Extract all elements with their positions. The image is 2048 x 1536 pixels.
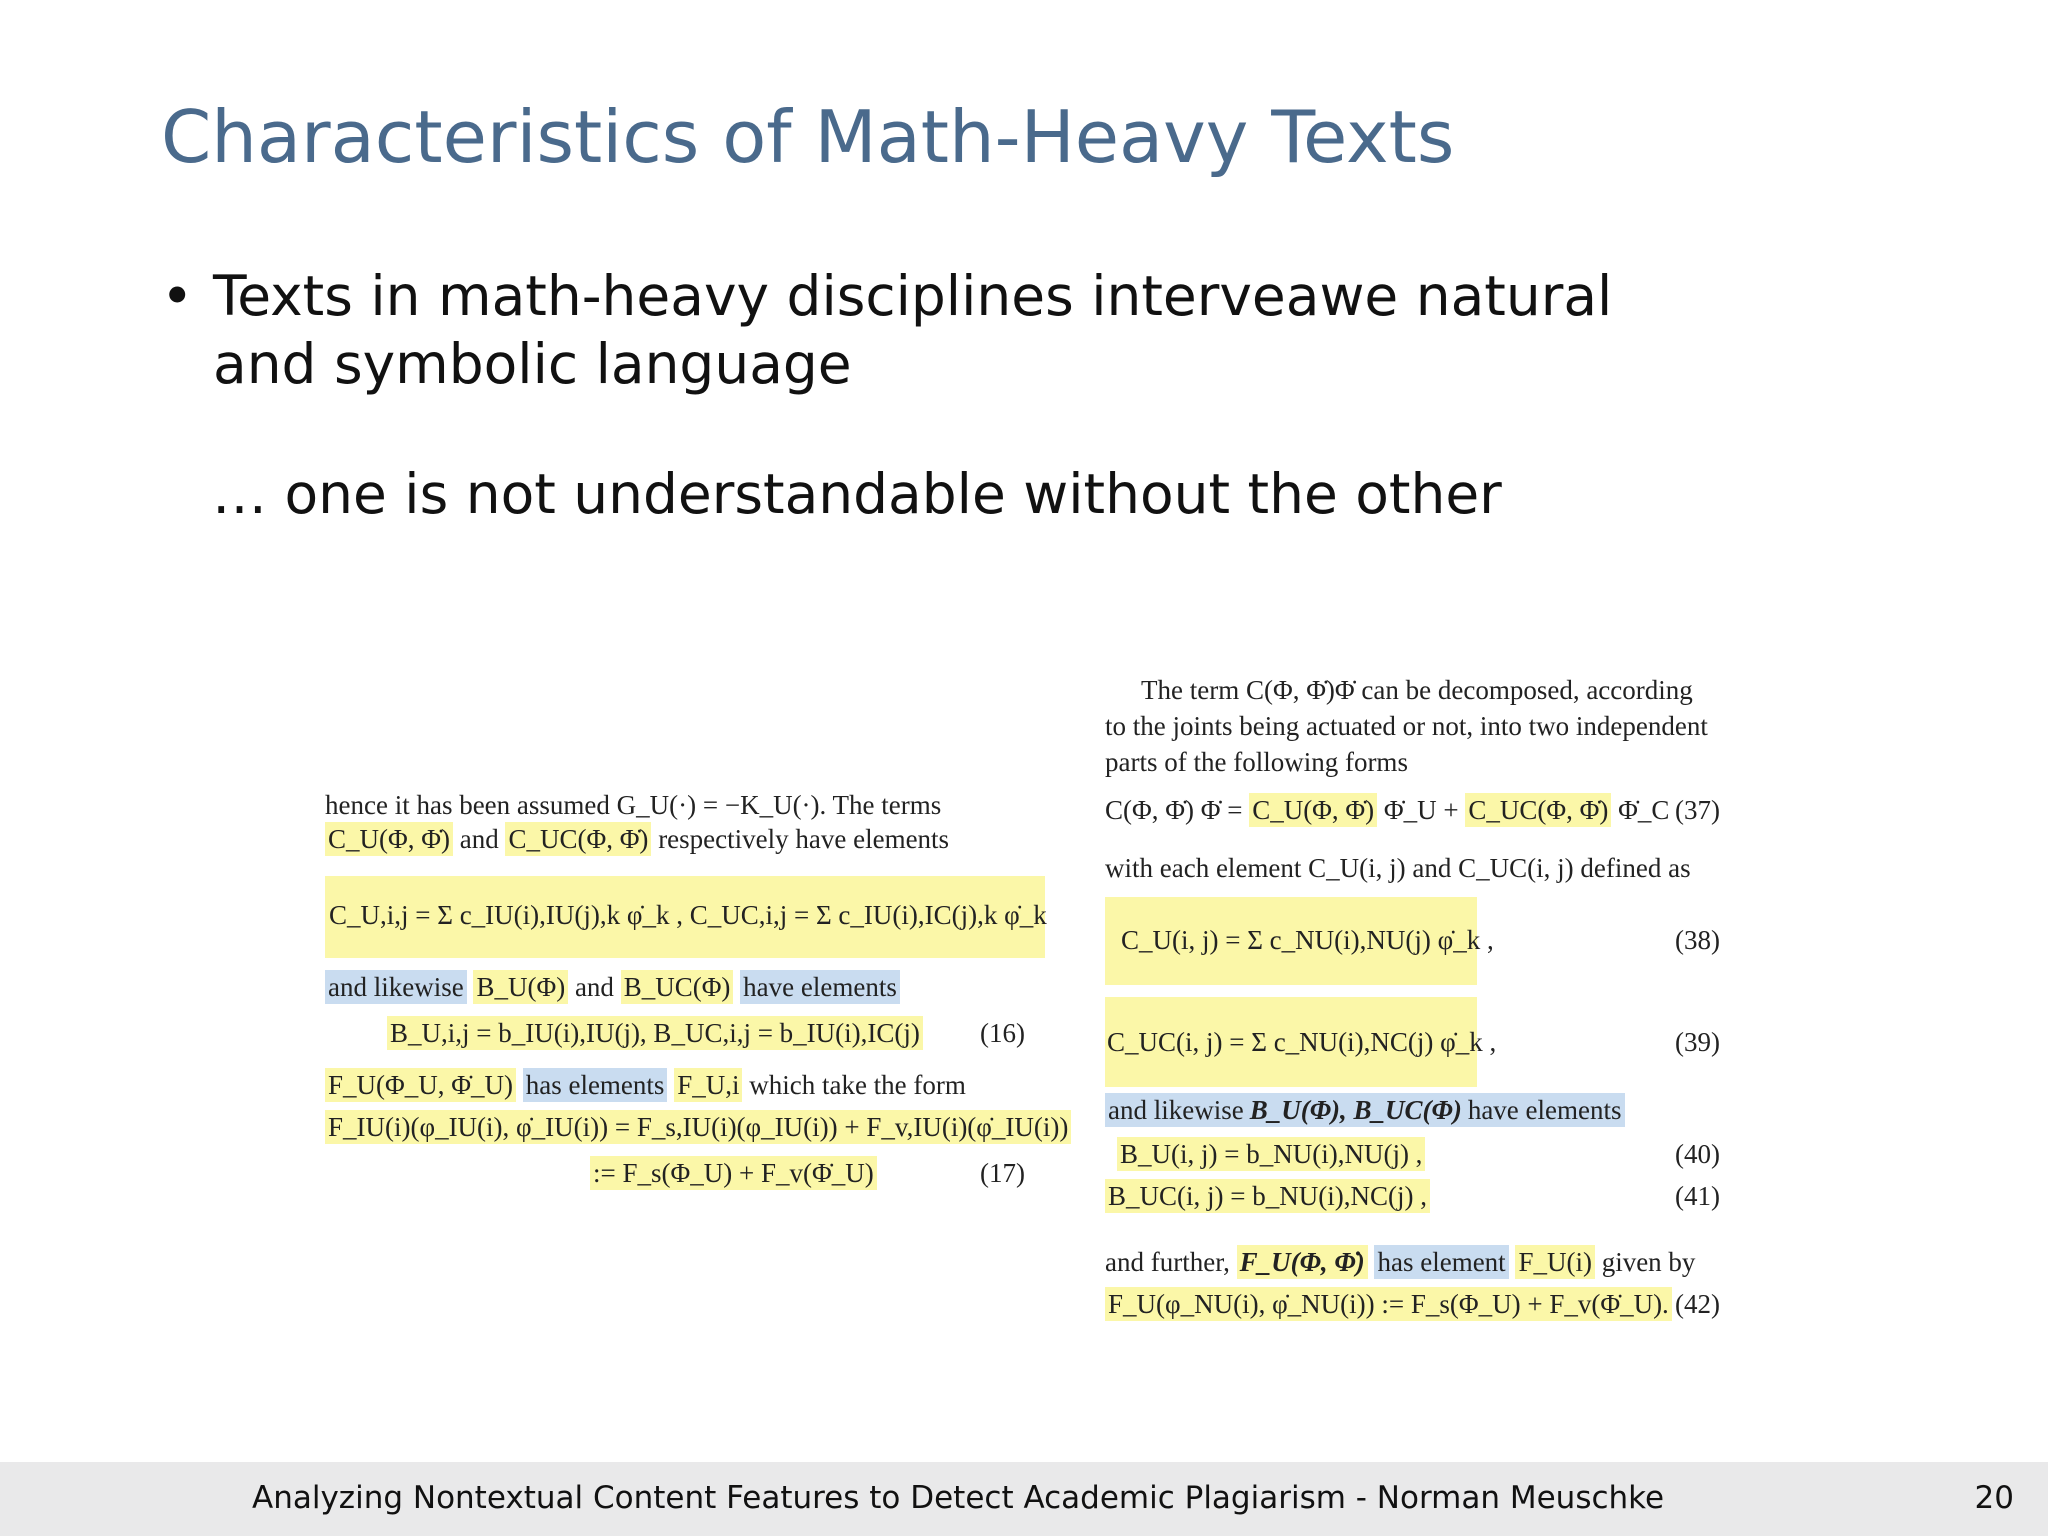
equation-42-text: F_U(φ_NU(i), φ̇_NU(i)) := F_s(Φ_U) + F_v(Φ̇_U).	[1105, 1287, 1672, 1321]
equation-39-number: (39)	[1675, 1027, 1720, 1057]
right-p6	[1105, 1247, 1695, 1278]
highlight-cuc: C_UC(Φ, Φ̇)	[505, 822, 651, 856]
left-line-4	[325, 1070, 966, 1101]
slide-footer	[0, 1462, 2048, 1536]
highlight-has-elements: has elements	[523, 1068, 668, 1102]
highlight-and-likewise-r: and likewise	[1105, 1093, 1247, 1127]
right-p4: with each element C_U(i, j) and C_UC(i, j) defined as	[1105, 853, 1691, 883]
equation-38: C_U(i, j) = Σ c_NU(i),NU(j) φ̇_k ,	[1121, 925, 1494, 955]
equation-40-text: B_U(i, j) = b_NU(i),NU(j) ,	[1117, 1137, 1425, 1171]
equation-37-mid: Φ̇_U +	[1383, 795, 1459, 825]
equation-40-number: (40)	[1675, 1139, 1720, 1169]
equation-39: C_UC(i, j) = Σ c_NU(i),NC(j) φ̇_k ,	[1107, 1027, 1497, 1057]
equation-16	[387, 1018, 923, 1049]
equation-16-number: (16)	[980, 1018, 1025, 1048]
right-p1: The term C(Φ, Φ̇)Φ̇ can be decomposed, according	[1141, 675, 1693, 705]
bullet-item	[161, 262, 1612, 398]
highlight-has-element: has element	[1374, 1245, 1508, 1279]
highlight-have-elements-r: have elements	[1465, 1093, 1625, 1127]
highlight-buc: B_UC(Φ)	[621, 970, 734, 1004]
equation-37-number: (37)	[1675, 795, 1720, 825]
page-number: 20	[1974, 1480, 2014, 1516]
highlight-fui: F_U,i	[674, 1068, 742, 1102]
equation-16-text: B_U,i,j = b_IU(i),IU(j), B_UC,i,j = b_IU(i),IC(j)	[387, 1016, 923, 1050]
left-line-2	[325, 824, 949, 855]
right-p6-start: and further,	[1105, 1247, 1230, 1277]
left-line-2-rest: respectively have elements	[658, 824, 950, 854]
equation-sum	[329, 900, 1047, 931]
right-p3: parts of the following forms	[1105, 747, 1408, 777]
equation-41-text: B_UC(i, j) = b_NU(i),NC(j) ,	[1105, 1179, 1430, 1213]
right-p2: to the joints being actuated or not, into two independent	[1105, 711, 1708, 741]
highlight-bu: B_U(Φ)	[473, 970, 568, 1004]
equation-42	[1105, 1289, 1672, 1320]
equation-17b-text: := F_s(Φ_U) + F_v(Φ̇_U)	[590, 1156, 877, 1190]
left-line-3-and: and	[574, 972, 614, 1002]
highlight-cuc-37: C_UC(Φ, Φ̇)	[1465, 793, 1611, 827]
bullet-marker: •	[161, 264, 194, 328]
left-line-1-text: hence it has been assumed G_U(·) = −K_U(·). The terms	[325, 790, 942, 820]
equation-41	[1105, 1181, 1430, 1212]
highlight-fu: F_U(Φ_U, Φ̇_U)	[325, 1068, 516, 1102]
highlight-cu: C_U(Φ, Φ̇)	[325, 822, 453, 856]
equation-37-lhs: C(Φ, Φ̇) Φ̇ =	[1105, 795, 1243, 825]
equation-17b	[590, 1158, 877, 1189]
equation-sum-text: C_U,i,j = Σ c_IU(i),IU(j),k φ̇_k , C_UC,i,j = Σ c_IU(i),IC(j),k φ̇_k	[329, 900, 1047, 930]
left-line-3	[325, 972, 900, 1003]
equation-17-number: (17)	[980, 1158, 1025, 1188]
footer-text: Analyzing Nontextual Content Features to Detect Academic Plagiarism - Norman Meuschke	[252, 1480, 1665, 1516]
left-line-2-and: and	[459, 824, 499, 854]
equation-38-number: (38)	[1675, 925, 1720, 955]
equation-40	[1117, 1139, 1425, 1170]
bullet-text: Texts in math-heavy disciplines interveawe natural and symbolic language	[213, 264, 1613, 396]
highlight-fu-r: F_U(Φ, Φ̇)	[1237, 1245, 1368, 1279]
left-line-1	[325, 790, 941, 821]
right-p5	[1105, 1095, 1625, 1126]
highlight-cu-37: C_U(Φ, Φ̇)	[1249, 793, 1377, 827]
highlight-fui-r: F_U(i)	[1515, 1245, 1595, 1279]
equation-41-number: (41)	[1675, 1181, 1720, 1211]
slide-title: Characteristics of Math-Heavy Texts	[161, 95, 1455, 179]
highlight-bu-buc: B_U(Φ), B_UC(Φ)	[1247, 1093, 1465, 1127]
right-p6-end: given by	[1601, 1247, 1696, 1277]
left-line-4-rest: which take the form	[749, 1070, 966, 1100]
highlight-have-elements: have elements	[740, 970, 900, 1004]
bullet-list	[161, 262, 1612, 398]
highlight-and-likewise: and likewise	[325, 970, 467, 1004]
equation-37-end: Φ̇_C	[1618, 795, 1670, 825]
subline-text: … one is not understandable without the other	[212, 462, 1502, 526]
equation-37	[1105, 795, 1669, 826]
equation-42-number: (42)	[1675, 1289, 1720, 1319]
equation-17a	[325, 1112, 1071, 1143]
equation-17a-text: F_IU(i)(φ_IU(i), φ̇_IU(i)) = F_s,IU(i)(φ_IU(i)) + F_v,IU(i)(φ̇_IU(i))	[325, 1110, 1071, 1144]
